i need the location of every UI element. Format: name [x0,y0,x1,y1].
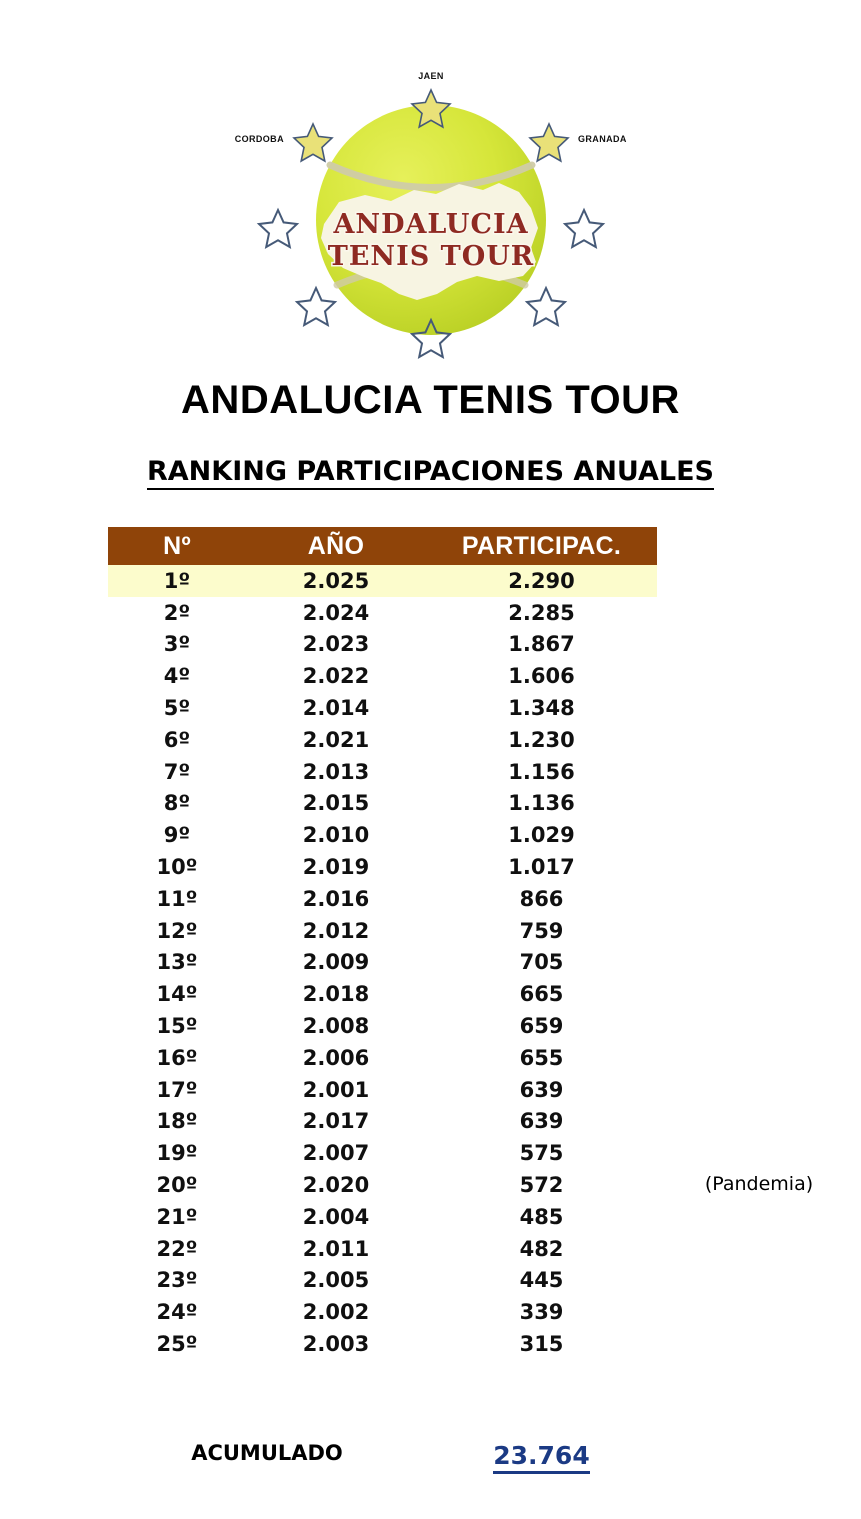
cell-year: 2.014 [246,692,426,724]
star-outline-lower-left [297,288,335,325]
table-row [108,756,657,788]
cell-participations: 1.606 [426,660,657,692]
table-row [108,660,657,692]
table-row [108,1169,657,1201]
cell-participations: 759 [426,915,657,947]
cell-position: 3º [108,629,246,661]
cell-participations: 1.156 [426,756,657,788]
cell-participations: 665 [426,978,657,1010]
table-row [108,1328,657,1360]
page-subtitle-text: RANKING PARTICIPACIONES ANUALES [147,456,714,490]
logo-wordmark-line1: ANDALUCIA [332,209,529,240]
accumulated-value-text: 23.764 [493,1441,589,1474]
cell-year: 2.010 [246,819,426,851]
cell-participations: 2.290 [426,565,657,597]
cell-participations: 639 [426,1106,657,1138]
table-row [108,597,657,629]
ranking-table [108,527,657,1360]
cell-position: 16º [108,1042,246,1074]
star-outline-lower-right [527,288,565,325]
table-row [108,565,657,597]
table-header [108,527,657,565]
table-row [108,1137,657,1169]
cell-position: 21º [108,1201,246,1233]
table-row [108,724,657,756]
cell-position: 22º [108,1233,246,1265]
cell-participations: 866 [426,883,657,915]
cell-participations: 2.285 [426,597,657,629]
column-header-participations: PARTICIPAC. [426,527,657,565]
table-row [108,883,657,915]
cell-participations: 575 [426,1137,657,1169]
cell-position: 12º [108,915,246,947]
star-cordoba [234,124,331,161]
cell-position: 2º [108,597,246,629]
cell-position: 8º [108,788,246,820]
cell-position: 4º [108,660,246,692]
cell-position: 9º [108,819,246,851]
andalucia-tenis-tour-logo [231,62,631,367]
cell-participations: 315 [426,1328,657,1360]
cell-position: 6º [108,724,246,756]
cell-participations: 705 [426,947,657,979]
table-row [108,629,657,661]
cell-participations: 1.230 [426,724,657,756]
cell-position: 10º [108,851,246,883]
logo-wordmark-line2: TENIS TOUR [327,241,534,272]
cell-year: 2.003 [246,1328,426,1360]
cell-participations: 482 [426,1233,657,1265]
table-row [108,1010,657,1042]
star-label-granada: GRANADA [577,134,627,144]
cell-participations: 572 [426,1169,657,1201]
accumulated-footer [108,1441,657,1475]
cell-position: 5º [108,692,246,724]
table-row [108,788,657,820]
row-note: (Pandemia) [704,1173,814,1196]
cell-year: 2.002 [246,1296,426,1328]
cell-year: 2.013 [246,756,426,788]
table-row [108,1201,657,1233]
table-row [108,1233,657,1265]
star-outline-left [259,210,297,247]
column-header-position: Nº [108,527,246,565]
table-row [108,947,657,979]
accumulated-value [426,1441,657,1470]
cell-year: 2.022 [246,660,426,692]
cell-year: 2.007 [246,1137,426,1169]
cell-year: 2.018 [246,978,426,1010]
cell-year: 2.019 [246,851,426,883]
page-subtitle [0,456,861,487]
cell-position: 13º [108,947,246,979]
page-title: ANDALUCIA TENIS TOUR [181,378,680,422]
cell-year: 2.020 [246,1169,426,1201]
star-outline-right [565,210,603,247]
cell-year: 2.025 [246,565,426,597]
accumulated-label: ACUMULADO [191,1441,343,1465]
cell-participations: 659 [426,1010,657,1042]
cell-year: 2.015 [246,788,426,820]
cell-position: 25º [108,1328,246,1360]
cell-position: 23º [108,1265,246,1297]
cell-participations: 1.029 [426,819,657,851]
table-row [108,1106,657,1138]
cell-position: 20º [108,1169,246,1201]
cell-participations: 1.017 [426,851,657,883]
table-row [108,1265,657,1297]
cell-position: 18º [108,1106,246,1138]
cell-year: 2.024 [246,597,426,629]
table-row [108,1042,657,1074]
table-body [108,565,657,1360]
cell-year: 2.012 [246,915,426,947]
cell-year: 2.005 [246,1265,426,1297]
cell-participations: 339 [426,1296,657,1328]
cell-participations: 1.867 [426,629,657,661]
star-granada [530,124,627,161]
cell-participations: 485 [426,1201,657,1233]
cell-participations: 1.348 [426,692,657,724]
table-header-row [108,527,657,565]
cell-year: 2.008 [246,1010,426,1042]
cell-year: 2.023 [246,629,426,661]
cell-position: 14º [108,978,246,1010]
table-row [108,1074,657,1106]
cell-year: 2.016 [246,883,426,915]
cell-year: 2.004 [246,1201,426,1233]
cell-position: 15º [108,1010,246,1042]
star-label-jaen: JAEN [417,71,444,81]
column-header-year: AÑO [246,527,426,565]
cell-year: 2.017 [246,1106,426,1138]
table-row [108,915,657,947]
table-row [108,851,657,883]
cell-position: 7º [108,756,246,788]
table-row [108,978,657,1010]
cell-year: 2.011 [246,1233,426,1265]
cell-position: 19º [108,1137,246,1169]
star-label-cordoba: CORDOBA [234,134,284,144]
cell-year: 2.001 [246,1074,426,1106]
table-row [108,692,657,724]
cell-position: 17º [108,1074,246,1106]
cell-position: 1º [108,565,246,597]
cell-year: 2.021 [246,724,426,756]
logo-container [0,62,861,367]
cell-position: 24º [108,1296,246,1328]
cell-participations: 1.136 [426,788,657,820]
table-row [108,819,657,851]
cell-position: 11º [108,883,246,915]
cell-participations: 445 [426,1265,657,1297]
cell-year: 2.006 [246,1042,426,1074]
cell-year: 2.009 [246,947,426,979]
cell-participations: 655 [426,1042,657,1074]
table-row [108,1296,657,1328]
cell-participations: 639 [426,1074,657,1106]
